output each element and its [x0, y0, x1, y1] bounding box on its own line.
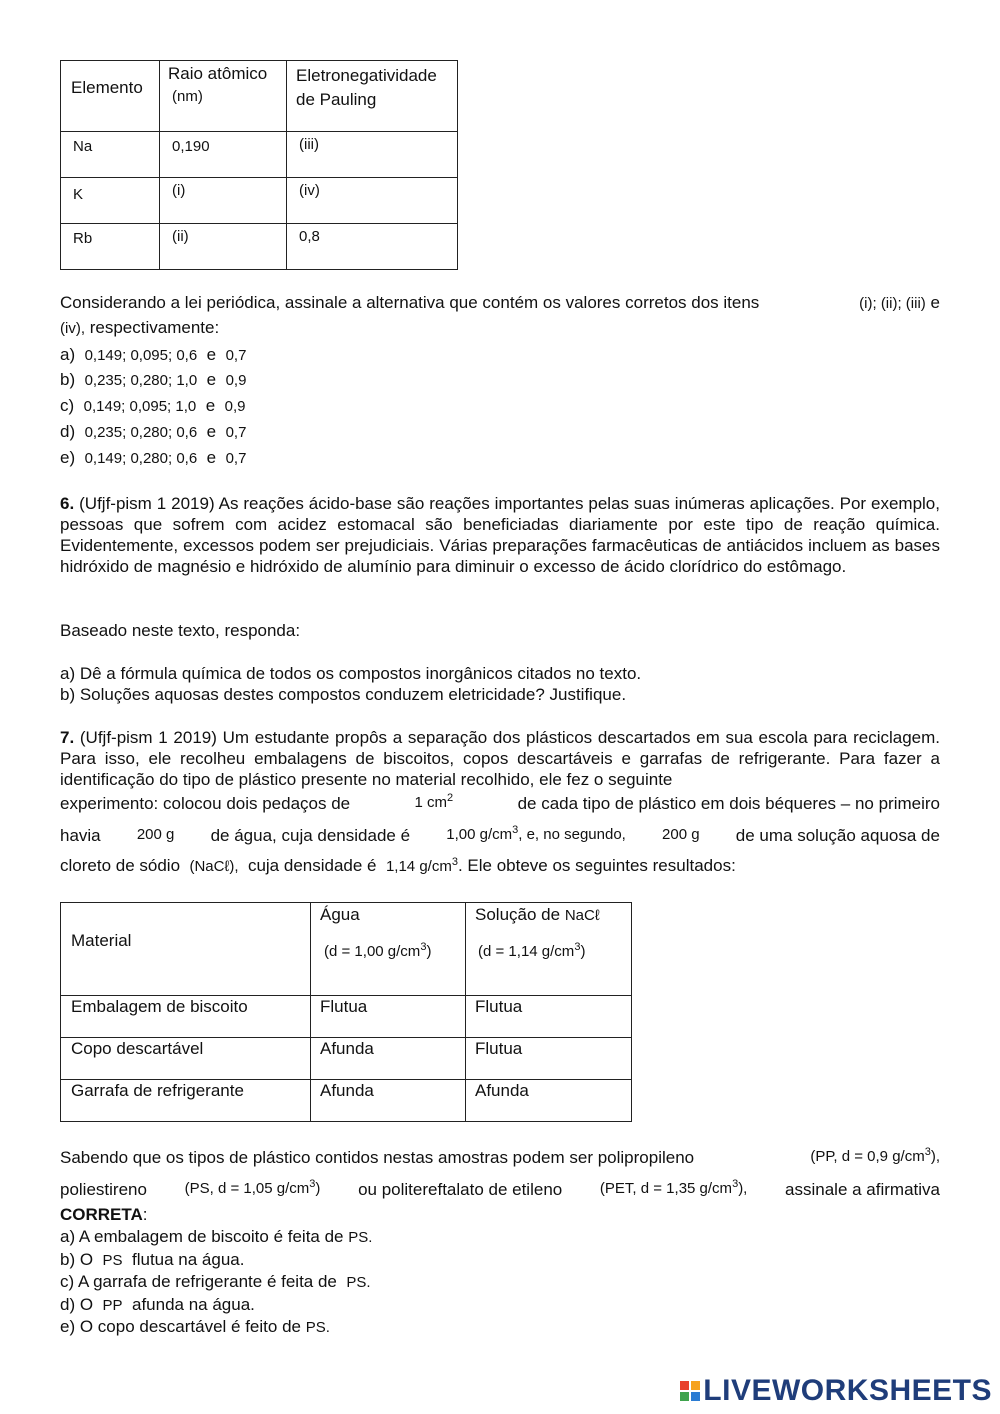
header-water: Água	[320, 905, 360, 924]
q7-line6: cloreto de sódio (NaCℓ), cuja densidade é 1,14 $g/cm^3$. Ele obteve os seguintes resultados:	[60, 856, 736, 875]
q6-prompt: Baseado neste texto, responda:	[60, 621, 301, 640]
table-row	[61, 178, 458, 224]
table-row	[61, 1080, 632, 1122]
header-water-density: (d = 1,00 $g/cm^3$)	[324, 941, 432, 960]
q7b-line1: Sabendo que os tipos de plástico contidos nestas amostras podem ser polipropileno (PP, d = 0,9 $g/cm^3$),	[60, 1146, 940, 1167]
header-radius-unit: (nm)	[172, 88, 203, 105]
cell-element: Na	[73, 138, 93, 155]
cell-radius: 0,190	[172, 138, 210, 155]
header-material: Material	[71, 931, 132, 950]
header-electronegativity-line2: de Pauling	[296, 90, 377, 109]
q5-option-a: a) 0,149; 0,095; 0,6 e 0,7	[60, 345, 247, 364]
cell-radius: (ii)	[172, 228, 189, 245]
cell-salt: Flutua	[475, 997, 523, 1016]
q7b-line3: CORRETA:	[60, 1205, 148, 1224]
header-salt-solution: Solução de NaCℓ	[475, 905, 600, 924]
cell-electro: (iv)	[299, 182, 320, 199]
cell-material: Copo descartável	[71, 1039, 204, 1058]
q6-item-b: b) Soluções aquosas destes compostos conduzem eletricidade? Justifique.	[60, 685, 627, 704]
q7-option-b: b) O PS flutua na água.	[60, 1250, 245, 1269]
q5-option-b: b) 0,235; 0,280; 1,0 e 0,9	[60, 370, 247, 389]
cell-material: Garrafa de refrigerante	[71, 1081, 244, 1100]
cell-water: Afunda	[320, 1081, 374, 1100]
q5-option-d: d) 0,235; 0,280; 0,6 e 0,7	[60, 422, 247, 441]
table-row	[61, 1038, 632, 1080]
table-row	[61, 996, 632, 1038]
cell-salt: Flutua	[475, 1039, 523, 1058]
q7-option-e: e) O copo descartável é feito de PS.	[60, 1317, 330, 1336]
cell-electro: 0,8	[299, 228, 320, 245]
header-radius: Raio atômico	[168, 64, 268, 83]
results-table	[60, 902, 632, 1122]
cell-element: Rb	[73, 230, 93, 247]
q5-option-c: c) 0,149; 0,095; 1,0 e 0,9	[60, 396, 246, 415]
q5-stem-line2: (iv), respectivamente:	[60, 318, 220, 337]
liveworksheets-logo[interactable]	[680, 1374, 992, 1408]
cell-salt: Afunda	[475, 1081, 529, 1100]
cell-electro: (iii)	[299, 136, 319, 153]
q7-line4: experimento: colocou dois pedaços de 1 $cm^2$ de cada tipo de plástico em dois béqueres – no primeiro	[60, 792, 940, 813]
logo-mark-icon	[680, 1381, 700, 1401]
cell-radius: (i)	[172, 182, 186, 199]
q5-option-e: e) 0,149; 0,280; 0,6 e 0,7	[60, 448, 247, 467]
cell-element: K	[73, 186, 84, 203]
cell-water: Flutua	[320, 997, 368, 1016]
element-table	[60, 60, 458, 270]
q7-option-d: d) O PP afunda na água.	[60, 1295, 255, 1314]
table-row	[61, 224, 458, 270]
q7b-line2: poliestireno (PS, d = 1,05 $g/cm^3$) ou politereftalato de etileno (PET, d = 1,35 $g/cm^3$), assinale a afirmativa	[60, 1178, 940, 1199]
q5-stem-line1: Considerando a lei periódica, assinale a alternativa que contém os valores corretos dos itens (i); (ii); (iii) e	[60, 293, 940, 312]
q6-paragraph: 6. (Ufjf-pism 1 2019) As reações ácido-base são reações importantes pelas suas inúmeras aplicações. Por exemplo, pessoas que sofrem com acidez estomacal são beneficiadas diariamente por este tipo de reação química. Evidentemente, excessos podem ser prejudiciais. Várias preparações farmacêuticas de antiácidos incluem as bases hidróxido de magnésio e hidróxido de alumínio para diminuir o excesso de ácido clorídrico do estômago.	[60, 494, 940, 576]
logo-text: LIVEWORKSHEETS	[703, 1374, 992, 1407]
cell-water: Afunda	[320, 1039, 374, 1058]
q7-option-c: c) A garrafa de refrigerante é feita de PS.	[60, 1272, 371, 1291]
header-salt-density: (d = 1,14 $g/cm^3$)	[478, 941, 586, 960]
q7-line5: havia 200 g de água, cuja densidade é 1,00 $g/cm^3$, e, no segundo, 200 g de uma solução aquosa de	[60, 824, 940, 845]
header-element: Elemento	[71, 78, 143, 97]
q7-option-a: a) A embalagem de biscoito é feita de PS.	[60, 1227, 373, 1246]
q6-item-a: a) Dê a fórmula química de todos os compostos inorgânicos citados no texto.	[60, 664, 642, 683]
header-electronegativity: Eletronegatividade	[296, 66, 437, 85]
q7-paragraph: 7. (Ufjf-pism 1 2019) Um estudante propôs a separação dos plásticos descartados em sua escola para reciclagem. Para isso, ele recolheu embalagens de biscoitos, copos descartáveis e garrafas de refrigerante. Para fazer a identificação do tipo de plástico presente no material recolhido, ele fez o seguinte	[60, 728, 940, 789]
table-row	[61, 132, 458, 178]
cell-material: Embalagem de biscoito	[71, 997, 248, 1016]
